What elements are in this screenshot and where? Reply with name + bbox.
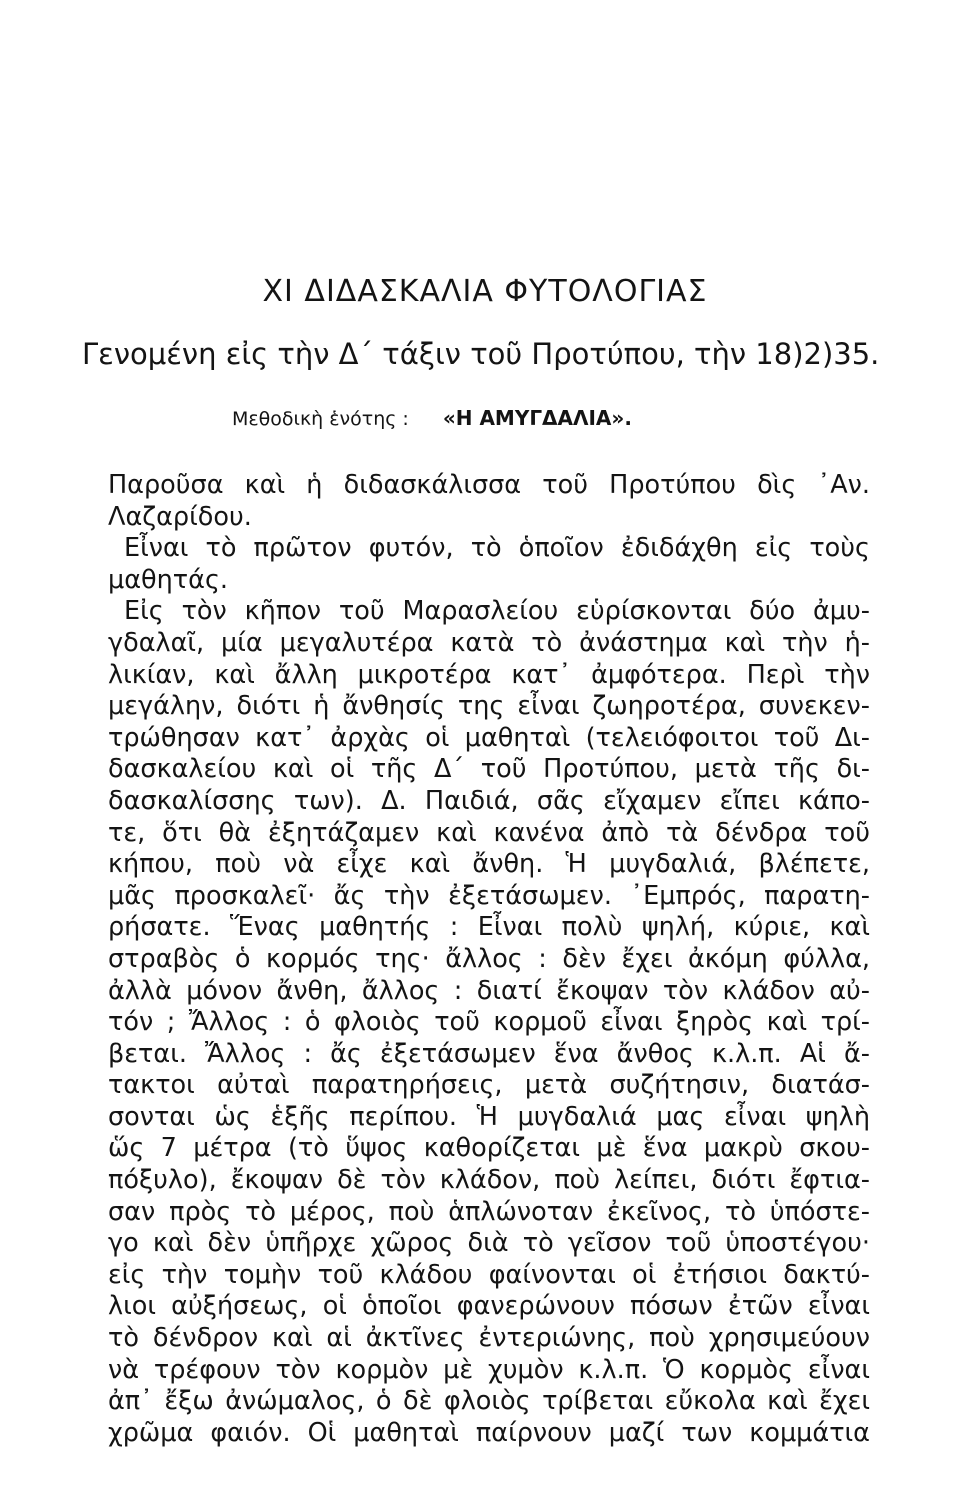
text-line: πόξυλο), ἔκοψαν δὲ τὸν κλάδον, ποὺ λείπει, διότι ἔφτια-	[108, 1165, 870, 1196]
text-line: σονται ὡς ἑξῆς περίπου. Ἡ μυγδαλιά μας εἶναι ψηλὴ	[108, 1101, 870, 1132]
text-line: δασκαλίσσης των). Δ. Παιδιά, σᾶς εἴχαμεν εἴπει κάπο-	[108, 785, 870, 816]
text-line: τὸ δένδρον καὶ αἱ ἀκτῖνες ἐντεριώνης, ποὺ χρησιμεύουν	[108, 1323, 870, 1354]
text-line: στραβὸς ὁ κορμός της· ἄλλος : δὲν ἔχει ἀκόμη φύλλα,	[108, 943, 870, 974]
text-line: Εἶναι τὸ πρῶτον φυτόν, τὸ ὁποῖον ἐδιδάχθη εἰς τοὺς	[124, 533, 870, 564]
text-line: σαν πρὸς τὸ μέρος, ποὺ ἁπλώνοταν ἐκεῖνος, τὸ ὑπόστε-	[108, 1196, 870, 1227]
text-line: Παροῦσα καὶ ἡ διδασκάλισσα τοῦ Προτύπου δὶς ᾿Αν.	[108, 470, 870, 500]
text-line: τε, ὅτι θὰ ἐξητάζαμεν καὶ κανένα ἀπὸ τὰ δένδρα τοῦ	[108, 817, 870, 848]
text-line: νὰ τρέφουν τὸν κορμὸν μὲ χυμὸν κ.λ.π. Ὁ κορμὸς εἶναι	[108, 1354, 870, 1385]
body-text	[108, 470, 870, 1449]
lesson-subtitle: Γενομένη εἰς τὴν Δ΄ τάξιν τοῦ Προτύπου, τὴν 18)2)35.	[82, 337, 880, 371]
text-line: εἰς τὴν τομὴν τοῦ κλάδου φαίνονται οἱ ἐτήσιοι δακτύ-	[108, 1259, 870, 1290]
text-line: λιοι αὐξήσεως, οἱ ὁποῖοι φανερώνουν πόσων ἐτῶν εἶναι	[108, 1291, 870, 1322]
text-line: δασκαλείου καὶ οἱ τῆς Δ΄ τοῦ Προτύπου, μετὰ τῆς δι-	[108, 754, 870, 785]
text-line: Λαζαρίδου.	[108, 501, 252, 532]
methodical-unit-value: «Η ΑΜΥΓΔΑΛΙΑ».	[442, 406, 632, 430]
text-line: χρῶμα φαιόν. Οἱ μαθηταὶ παίρνουν μαζί των κομμάτια	[108, 1417, 870, 1448]
text-line: κήπου, ποὺ νὰ εἶχε καὶ ἄνθη. Ἡ μυγδαλιά, βλέπετε,	[108, 849, 870, 880]
text-line: μεγάλην, διότι ἡ ἄνθησίς της εἶναι ζωηροτέρα, συνεκεν-	[108, 691, 870, 722]
methodical-unit-label: Μεθοδικὴ ἑνότης :	[232, 408, 409, 430]
text-line: τόν ; Ἄλλος : ὁ φλοιὸς τοῦ κορμοῦ εἶναι ξηρὸς καὶ τρί-	[108, 1007, 870, 1038]
text-line: μᾶς προσκαλεῖ· ἄς τὴν ἐξετάσωμεν. ᾿Εμπρός, παρατη-	[108, 880, 870, 911]
text-line: μαθητάς.	[108, 564, 229, 595]
text-line: ἀπ᾿ ἔξω ἀνώμαλος, ὁ δὲ φλοιὸς τρίβεται εὔκολα καὶ ἔχει	[108, 1386, 870, 1417]
text-line: βεται. Ἄλλος : ἄς ἐξετάσωμεν ἕνα ἄνθος κ.λ.π. Αἱ ἄ-	[108, 1038, 870, 1069]
text-line: γο καὶ δὲν ὑπῆρχε χῶρος διὰ τὸ γεῖσον τοῦ ὑποστέγου·	[108, 1228, 870, 1259]
text-line: ὥς 7 μέτρα (τὸ ὕψος καθορίζεται μὲ ἕνα μακρὺ σκου-	[108, 1133, 870, 1164]
text-line: τρώθησαν κατ᾿ ἀρχὰς οἱ μαθηταὶ (τελειόφοιτοι τοῦ Δι-	[108, 722, 870, 753]
text-line: γδαλαῖ, μία μεγαλυτέρα κατὰ τὸ ἀνάστημα καὶ τὴν ἡ-	[108, 627, 870, 658]
text-line: Εἰς τὸν κῆπον τοῦ Μαρασλείου εὑρίσκονται δύο ἀμυ-	[124, 596, 870, 627]
chapter-title: XI ΔΙΔΑΣΚΑΛΙΑ ΦΥΤΟΛΟΓΙΑΣ	[262, 274, 708, 309]
methodical-unit	[232, 403, 632, 434]
text-line: ρήσατε. Ἕνας μαθητής : Εἶναι πολὺ ψηλή, κύριε, καὶ	[108, 912, 870, 943]
text-line: τακτοι αὐταὶ παρατηρήσεις, μετὰ συζήτησιν, διατάσ-	[108, 1070, 870, 1101]
text-line: λικίαν, καὶ ἄλλη μικροτέρα κατ᾿ ἀμφότερα. Περὶ τὴν	[108, 659, 870, 690]
text-line: ἀλλὰ μόνον ἄνθη, ἄλλος : διατί ἔκοψαν τὸν κλάδον αὐ-	[108, 975, 870, 1006]
